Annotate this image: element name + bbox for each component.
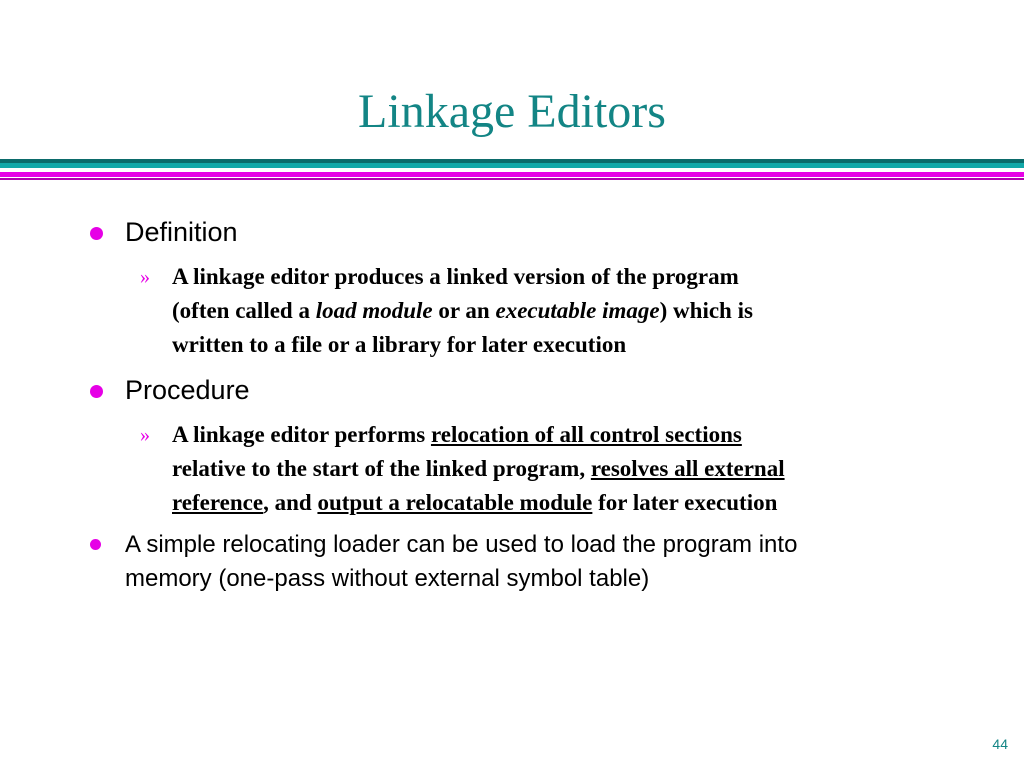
sub-bullet-text	[172, 418, 942, 520]
bullet-label: Procedure	[125, 375, 250, 405]
term-load-module: load module	[315, 298, 433, 323]
underlined-phrase: relocation of all control sections	[430, 422, 742, 447]
slide-title: Linkage Editors	[358, 85, 666, 138]
sub-line: written to a file or a library for later execution	[172, 332, 627, 357]
sub-line: A linkage editor produces a linked version of the program	[172, 264, 739, 289]
text-run: relative to the start of the linked program,	[172, 456, 591, 481]
text-run: A linkage editor performs	[172, 422, 431, 447]
text-run: for later execution	[592, 490, 778, 515]
bullet-label: Definition	[125, 217, 238, 247]
sub-bullet-arrow-icon: »	[140, 266, 150, 288]
bullet-dot-icon	[90, 227, 103, 240]
sub-line	[172, 418, 942, 452]
title-divider-magenta	[0, 172, 1024, 177]
title-divider-magenta-thin	[0, 178, 1024, 180]
sub-line	[172, 486, 942, 520]
sub-bullet-arrow-icon: »	[140, 424, 150, 446]
underlined-phrase: reference	[172, 490, 264, 515]
text-run: or an	[432, 298, 496, 323]
underlined-phrase: resolves all external	[590, 456, 785, 481]
underlined-phrase: output a relocatable module	[317, 490, 593, 515]
text-run: ) which is	[659, 298, 753, 323]
term-executable-image: executable image	[495, 298, 660, 323]
bullet-line: A simple relocating loader can be used to load the program into	[125, 531, 798, 558]
sub-line	[172, 294, 942, 328]
bullet-dot-icon	[90, 385, 103, 398]
bullet-dot-icon	[90, 539, 101, 550]
text-run: (often called a	[172, 298, 316, 323]
text-run: , and	[263, 490, 318, 515]
page-number: 44	[992, 736, 1008, 752]
sub-bullet-text	[172, 260, 942, 362]
bullet-line: memory (one-pass without external symbol table)	[125, 565, 650, 592]
title-divider-teal	[0, 163, 1024, 168]
sub-line	[172, 452, 942, 486]
